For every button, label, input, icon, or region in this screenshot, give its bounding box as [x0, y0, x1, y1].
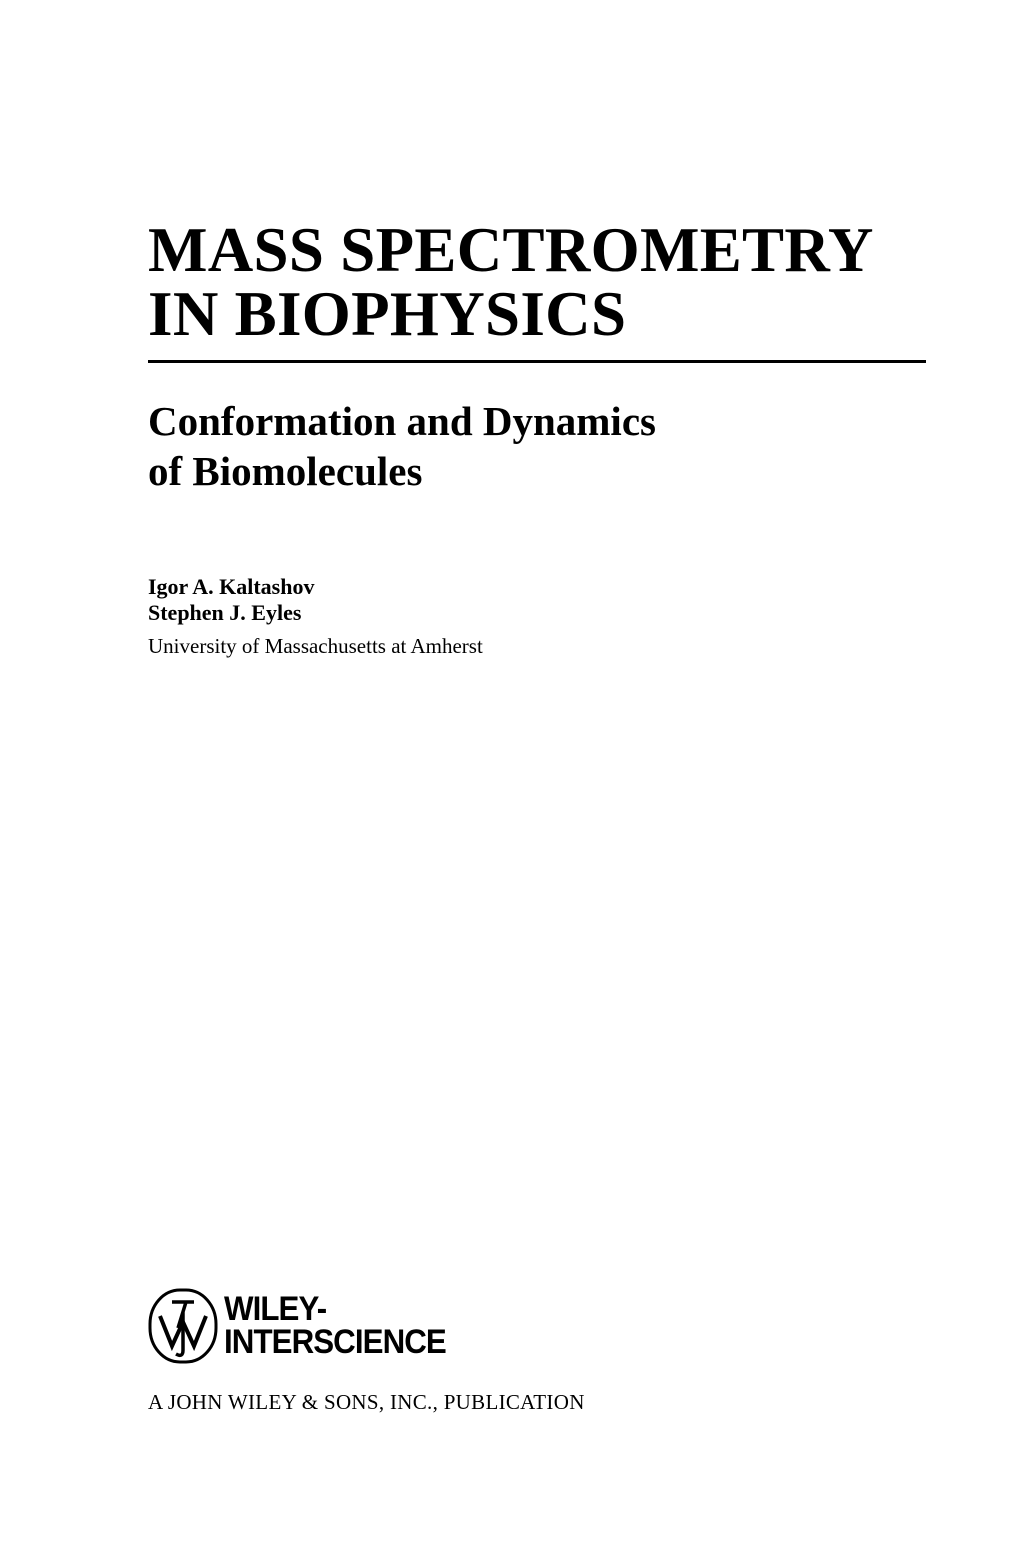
publisher-imprint: A JOHN WILEY & SONS, INC., PUBLICATION: [148, 1390, 585, 1414]
title-rule: [148, 360, 926, 363]
title-line-2: IN BIOPHYSICS: [148, 279, 627, 349]
subtitle-line-2: of Biomolecules: [148, 448, 423, 494]
book-title: [148, 215, 874, 349]
author-1: Igor A. Kaltashov: [148, 574, 315, 599]
publisher-logo: [148, 1288, 465, 1364]
logo-line-2: INTERSCIENCE: [224, 1323, 446, 1361]
book-subtitle: [148, 396, 656, 496]
wiley-logo-icon: [148, 1288, 218, 1364]
logo-line-1: WILEY-: [224, 1290, 327, 1328]
author-2: Stephen J. Eyles: [148, 600, 302, 625]
subtitle-line-1: Conformation and Dynamics: [148, 398, 656, 444]
affiliation: University of Massachusetts at Amherst: [148, 634, 483, 658]
title-line-1: MASS SPECTROMETRY: [148, 215, 874, 285]
